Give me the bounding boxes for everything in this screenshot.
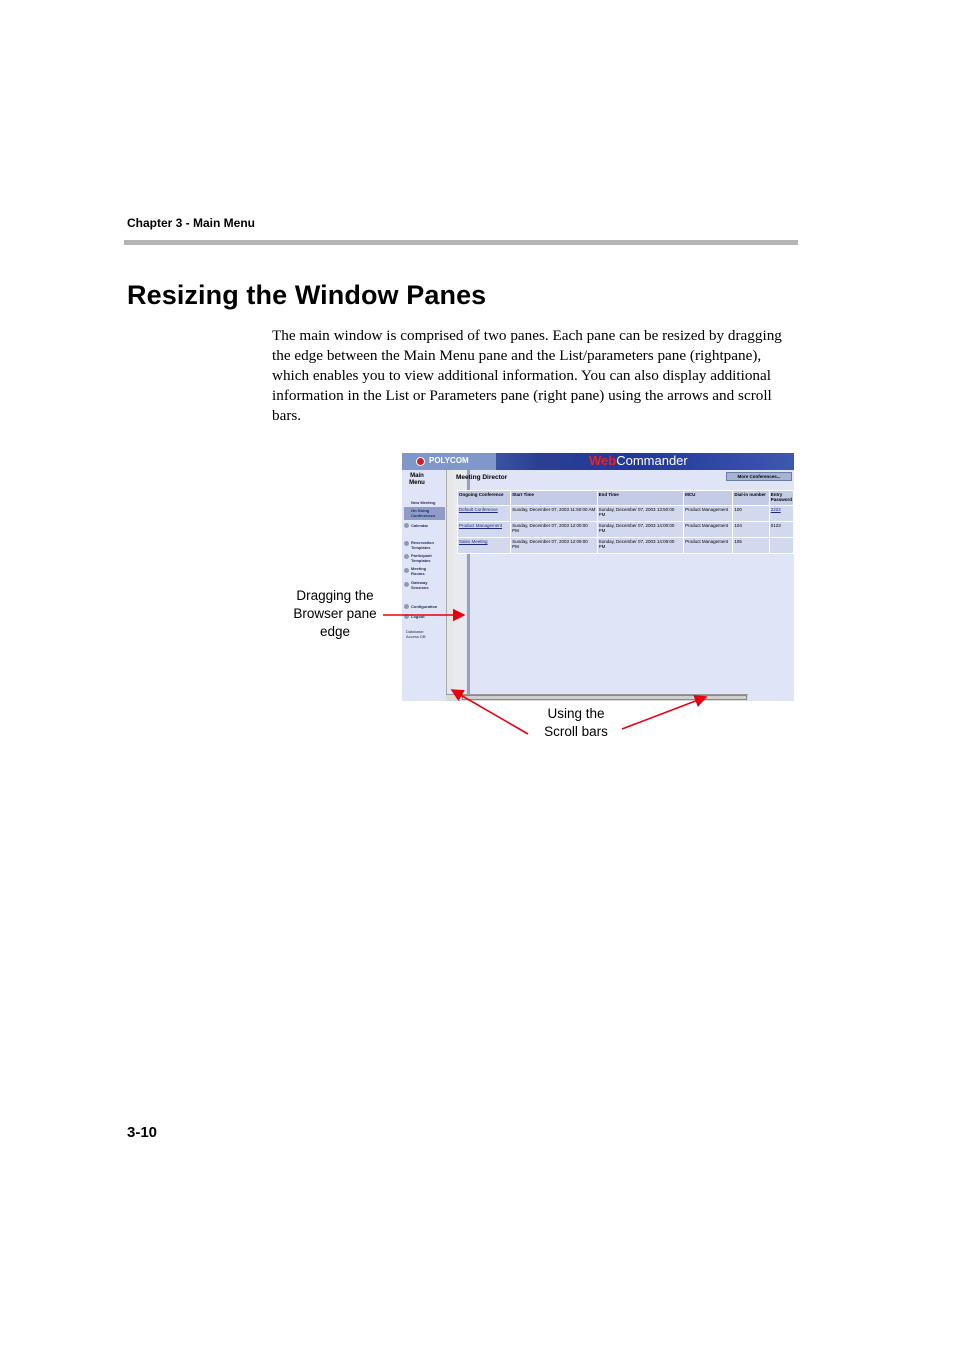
table-cell: 104 <box>733 522 769 538</box>
col-header: Entry Password <box>769 491 793 506</box>
polycom-logo-text: POLYCOM <box>429 456 469 465</box>
col-header: Dial-in number <box>733 491 769 506</box>
page-number: 3-10 <box>127 1124 158 1141</box>
menu-logout[interactable]: Logout <box>411 614 425 619</box>
table-cell: 100 <box>733 506 769 522</box>
body-paragraph: The main window is comprised of two panes. Each pane can be resized by dragging the edge between the Main Menu pane and the List/parameters pane (rightpane), which enables you to view additional information. You can also display additional information in the List or Parameters pane (right pane) using the arrows and scroll bars. <box>272 327 782 424</box>
menu-meeting-rooms[interactable]: Meeting Rooms <box>411 566 427 576</box>
table-cell: Product Management <box>684 506 733 522</box>
scroll-arrow-right <box>622 697 706 729</box>
menu-gateway-sessions[interactable]: Gateway Sessions <box>411 580 429 590</box>
menu-reservation-templates[interactable]: Reservation Templates <box>411 540 434 550</box>
table-cell: Product Management <box>684 522 733 538</box>
table-cell: 0123 <box>769 522 793 538</box>
chapter-header: Chapter 3 - Main Menu <box>127 216 256 230</box>
main-menu-title: Main Menu <box>409 473 425 486</box>
conference-link[interactable]: Default Conference <box>458 506 511 522</box>
col-header: Start Time <box>511 491 598 506</box>
page-title: Resizing the Window Panes <box>127 280 487 310</box>
conference-link[interactable]: Sales Meeting <box>458 538 511 554</box>
menu-calendar[interactable]: Calendar <box>411 523 429 528</box>
table-cell: Sunday, December 07, 2003 11:50:00 AM <box>511 506 598 522</box>
col-header: Ongoing Conference <box>458 491 511 506</box>
table-cell: Sunday, December 07, 2003 12:00:00 PM <box>511 522 598 538</box>
menu-new-meeting[interactable]: New Meeting <box>411 500 436 505</box>
col-header: End Time <box>597 491 684 506</box>
scroll-arrow-left <box>452 690 528 734</box>
table-cell: 105 <box>733 538 769 554</box>
table-cell: Sunday, December 07, 2003 14:09:00 PM <box>597 538 684 554</box>
brand-web: Web <box>589 453 617 468</box>
conference-link[interactable]: Product Management <box>458 522 511 538</box>
table-cell: Sunday, December 07, 2003 13:50:00 PM <box>597 506 684 522</box>
menu-participant-templates[interactable]: Participant Templates <box>411 553 432 563</box>
brand-commander: Commander <box>616 453 688 468</box>
menu-configuration[interactable]: Configuration <box>411 604 438 609</box>
meeting-director-title: Meeting Director <box>456 474 508 481</box>
table-cell: Sunday, December 07, 2003 12:09:00 PM <box>511 538 598 554</box>
menu-on-going-conferences[interactable]: On Going Conferences <box>411 508 436 518</box>
scroll-callout: Using the Scroll bars <box>544 706 608 739</box>
more-conferences-button[interactable]: More Conferences... <box>726 472 792 481</box>
drag-callout: Dragging the Browser pane edge <box>293 588 377 639</box>
col-header: MCU <box>684 491 733 506</box>
table-cell: Sunday, December 07, 2003 14:00:00 PM <box>597 522 684 538</box>
table-cell: Product Management <box>684 538 733 554</box>
database-label: Database: Access DB <box>406 629 426 639</box>
table-cell: 2222 <box>769 506 793 522</box>
